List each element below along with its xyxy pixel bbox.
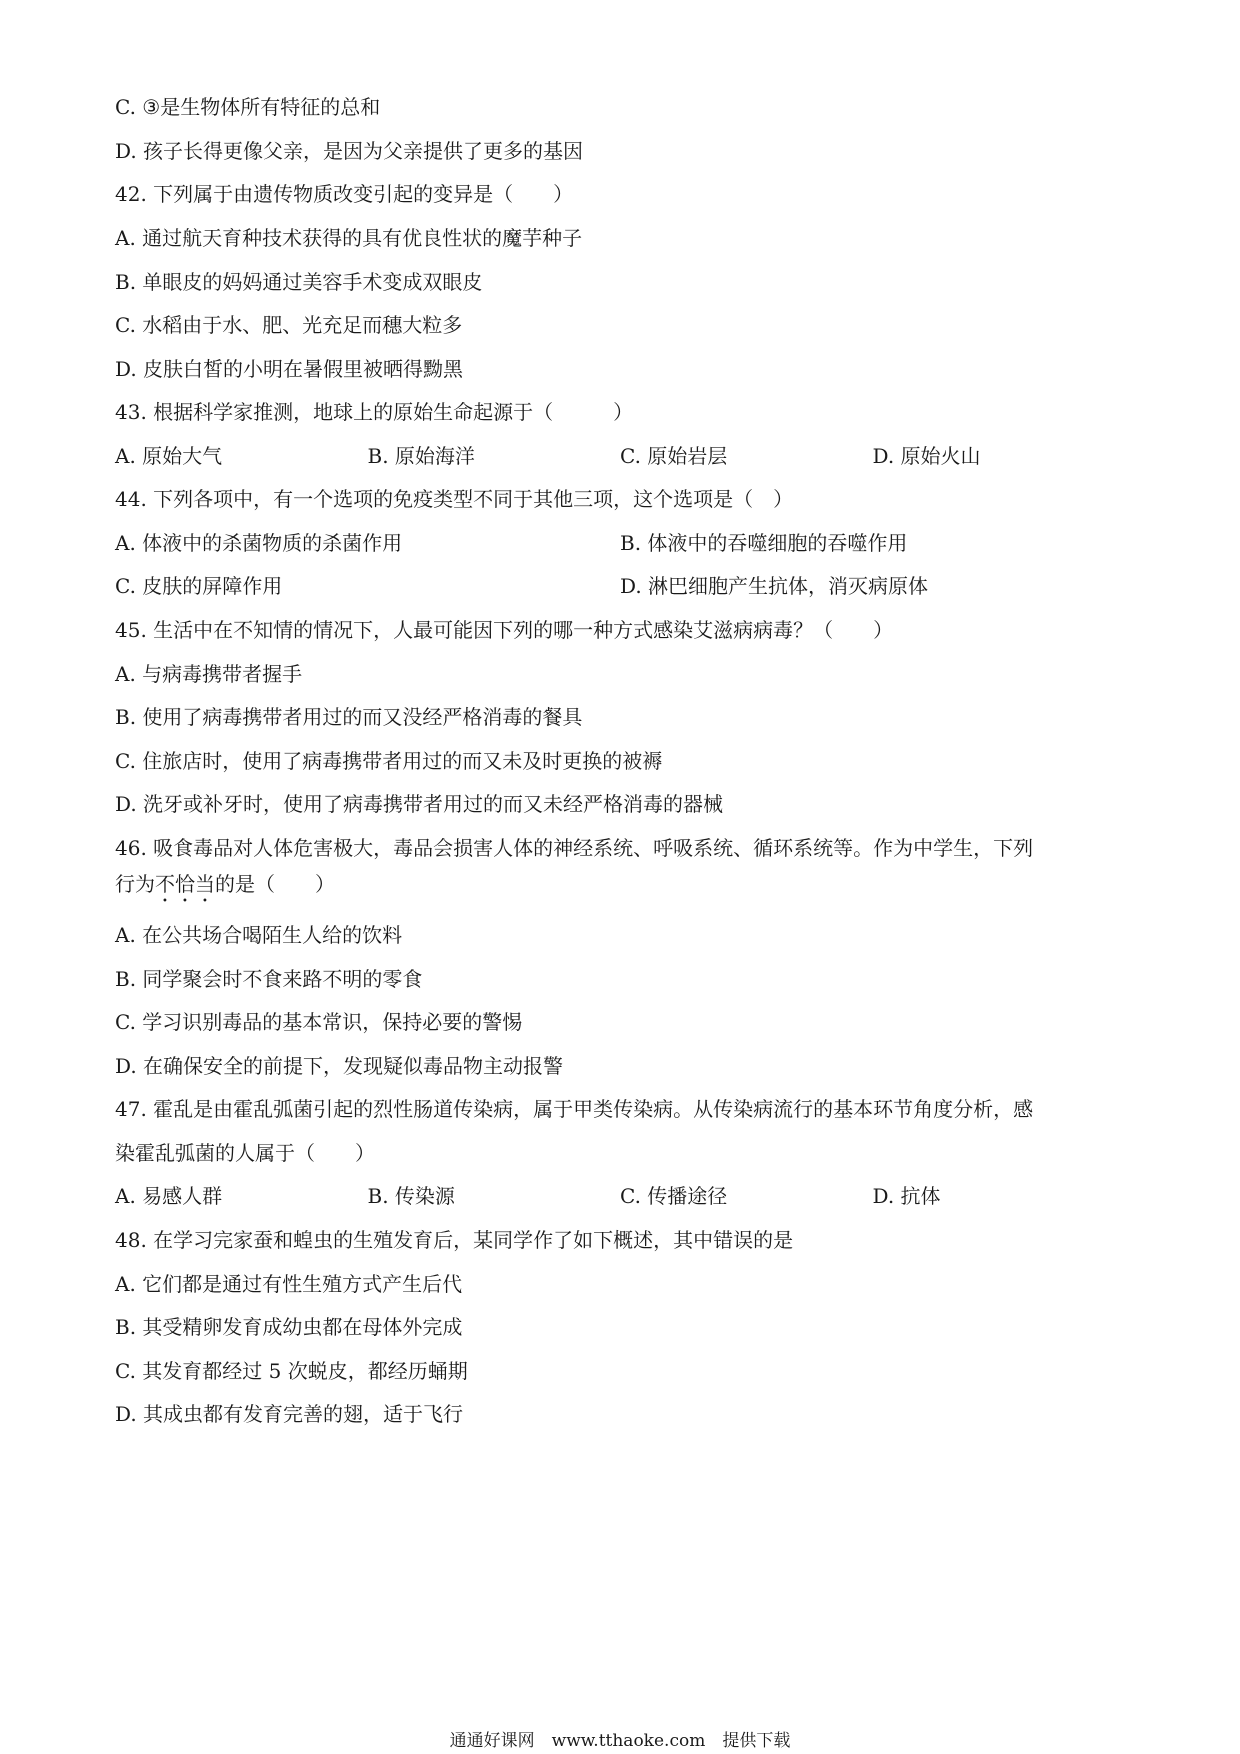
q43-stem: 43. 根据科学家推测，地球上的原始生命起源于（ ） — [115, 400, 634, 424]
q47-options — [115, 1182, 1125, 1210]
q46-stem-line-2 — [115, 870, 1125, 907]
q44-option-b: B. 体液中的吞噬细胞的吞噬作用 — [620, 531, 908, 555]
q45-option-c: C. 住旅店时，使用了病毒携带者用过的而又未及时更换的被褥 — [115, 749, 663, 773]
q44-option-c: C. 皮肤的屏障作用 — [115, 574, 283, 598]
q44-options-row-1 — [115, 529, 1125, 557]
q46-text-after: 的是（ ） — [215, 872, 335, 896]
q46-option-b: B. 同学聚会时不食来路不明的零食 — [115, 967, 423, 991]
q48-option-d: D. 其成虫都有发育完善的翅，适于飞行 — [115, 1402, 464, 1426]
q46-option-d: D. 在确保安全的前提下，发现疑似毒品物主动报警 — [115, 1054, 564, 1078]
q46-option-a: A. 在公共场合喝陌生人给的饮料 — [115, 923, 403, 947]
q42-stem: 42. 下列属于由遗传物质改变引起的变异是（ ） — [115, 182, 574, 206]
q47-option-c: C. 传播途径 — [620, 1184, 728, 1208]
q46-emphasis-text: 不恰当 — [155, 872, 215, 896]
q44-option-d: D. 淋巴细胞产生抗体，消灭病原体 — [620, 574, 929, 598]
q47-stem-line-2: 染霍乱弧菌的人属于（ ） — [115, 1141, 375, 1165]
q46-stem-line-1: 46. 吸食毒品对人体危害极大，毒品会损害人体的神经系统、呼吸系统、循环系统等。作为中学生，下列 — [115, 836, 1034, 860]
q47-stem-line-1: 47. 霍乱是由霍乱弧菌引起的烈性肠道传染病，属于甲类传染病。从传染病流行的基本环节角度分析，感 — [115, 1097, 1034, 1121]
q44-option-a: A. 体液中的杀菌物质的杀菌作用 — [115, 531, 403, 555]
q45-option-d: D. 洗牙或补牙时，使用了病毒携带者用过的而又未经严格消毒的器械 — [115, 792, 724, 816]
q43-option-a: A. 原始大气 — [115, 444, 223, 468]
q48-option-a: A. 它们都是通过有性生殖方式产生后代 — [115, 1272, 463, 1296]
q48-stem: 48. 在学习完家蚕和蝗虫的生殖发育后，某同学作了如下概述，其中错误的是 — [115, 1228, 794, 1252]
q45-stem: 45. 生活中在不知情的情况下，人最可能因下列的哪一种方式感染艾滋病病毒？（ ） — [115, 618, 894, 642]
q43-option-c: C. 原始岩层 — [620, 444, 728, 468]
page-footer: 通通好课网 www.tthaoke.com 提供下载 — [449, 1731, 791, 1751]
q48-option-c: C. 其发育都经过 5 次蜕皮，都经历蛹期 — [115, 1359, 468, 1383]
q46-text-before: 行为 — [115, 872, 155, 896]
q48-option-b: B. 其受精卵发育成幼虫都在母体外完成 — [115, 1315, 463, 1339]
q44-options-row-2 — [115, 572, 1125, 600]
q46-option-c: C. 学习识别毒品的基本常识，保持必要的警惕 — [115, 1010, 523, 1034]
q41-option-d: D. 孩子长得更像父亲，是因为父亲提供了更多的基因 — [115, 139, 584, 163]
q43-options — [115, 442, 1125, 470]
q42-option-c: C. 水稻由于水、肥、光充足而穗大粒多 — [115, 313, 463, 337]
q45-option-a: A. 与病毒携带者握手 — [115, 662, 303, 686]
q45-option-b: B. 使用了病毒携带者用过的而又没经严格消毒的餐具 — [115, 705, 583, 729]
q43-option-b: B. 原始海洋 — [367, 444, 475, 468]
q42-option-a: A. 通过航天育种技术获得的具有优良性状的魔芋种子 — [115, 226, 583, 250]
q42-option-d: D. 皮肤白皙的小明在暑假里被晒得黝黑 — [115, 357, 464, 381]
q41-option-c: C. ③是生物体所有特征的总和 — [115, 95, 381, 119]
q44-stem: 44. 下列各项中，有一个选项的免疫类型不同于其他三项，这个选项是（ ） — [115, 487, 794, 511]
q43-option-d: D. 原始火山 — [872, 444, 981, 468]
q47-option-b: B. 传染源 — [367, 1184, 455, 1208]
q47-option-d: D. 抗体 — [872, 1184, 941, 1208]
q42-option-b: B. 单眼皮的妈妈通过美容手术变成双眼皮 — [115, 270, 483, 294]
q47-option-a: A. 易感人群 — [115, 1184, 223, 1208]
